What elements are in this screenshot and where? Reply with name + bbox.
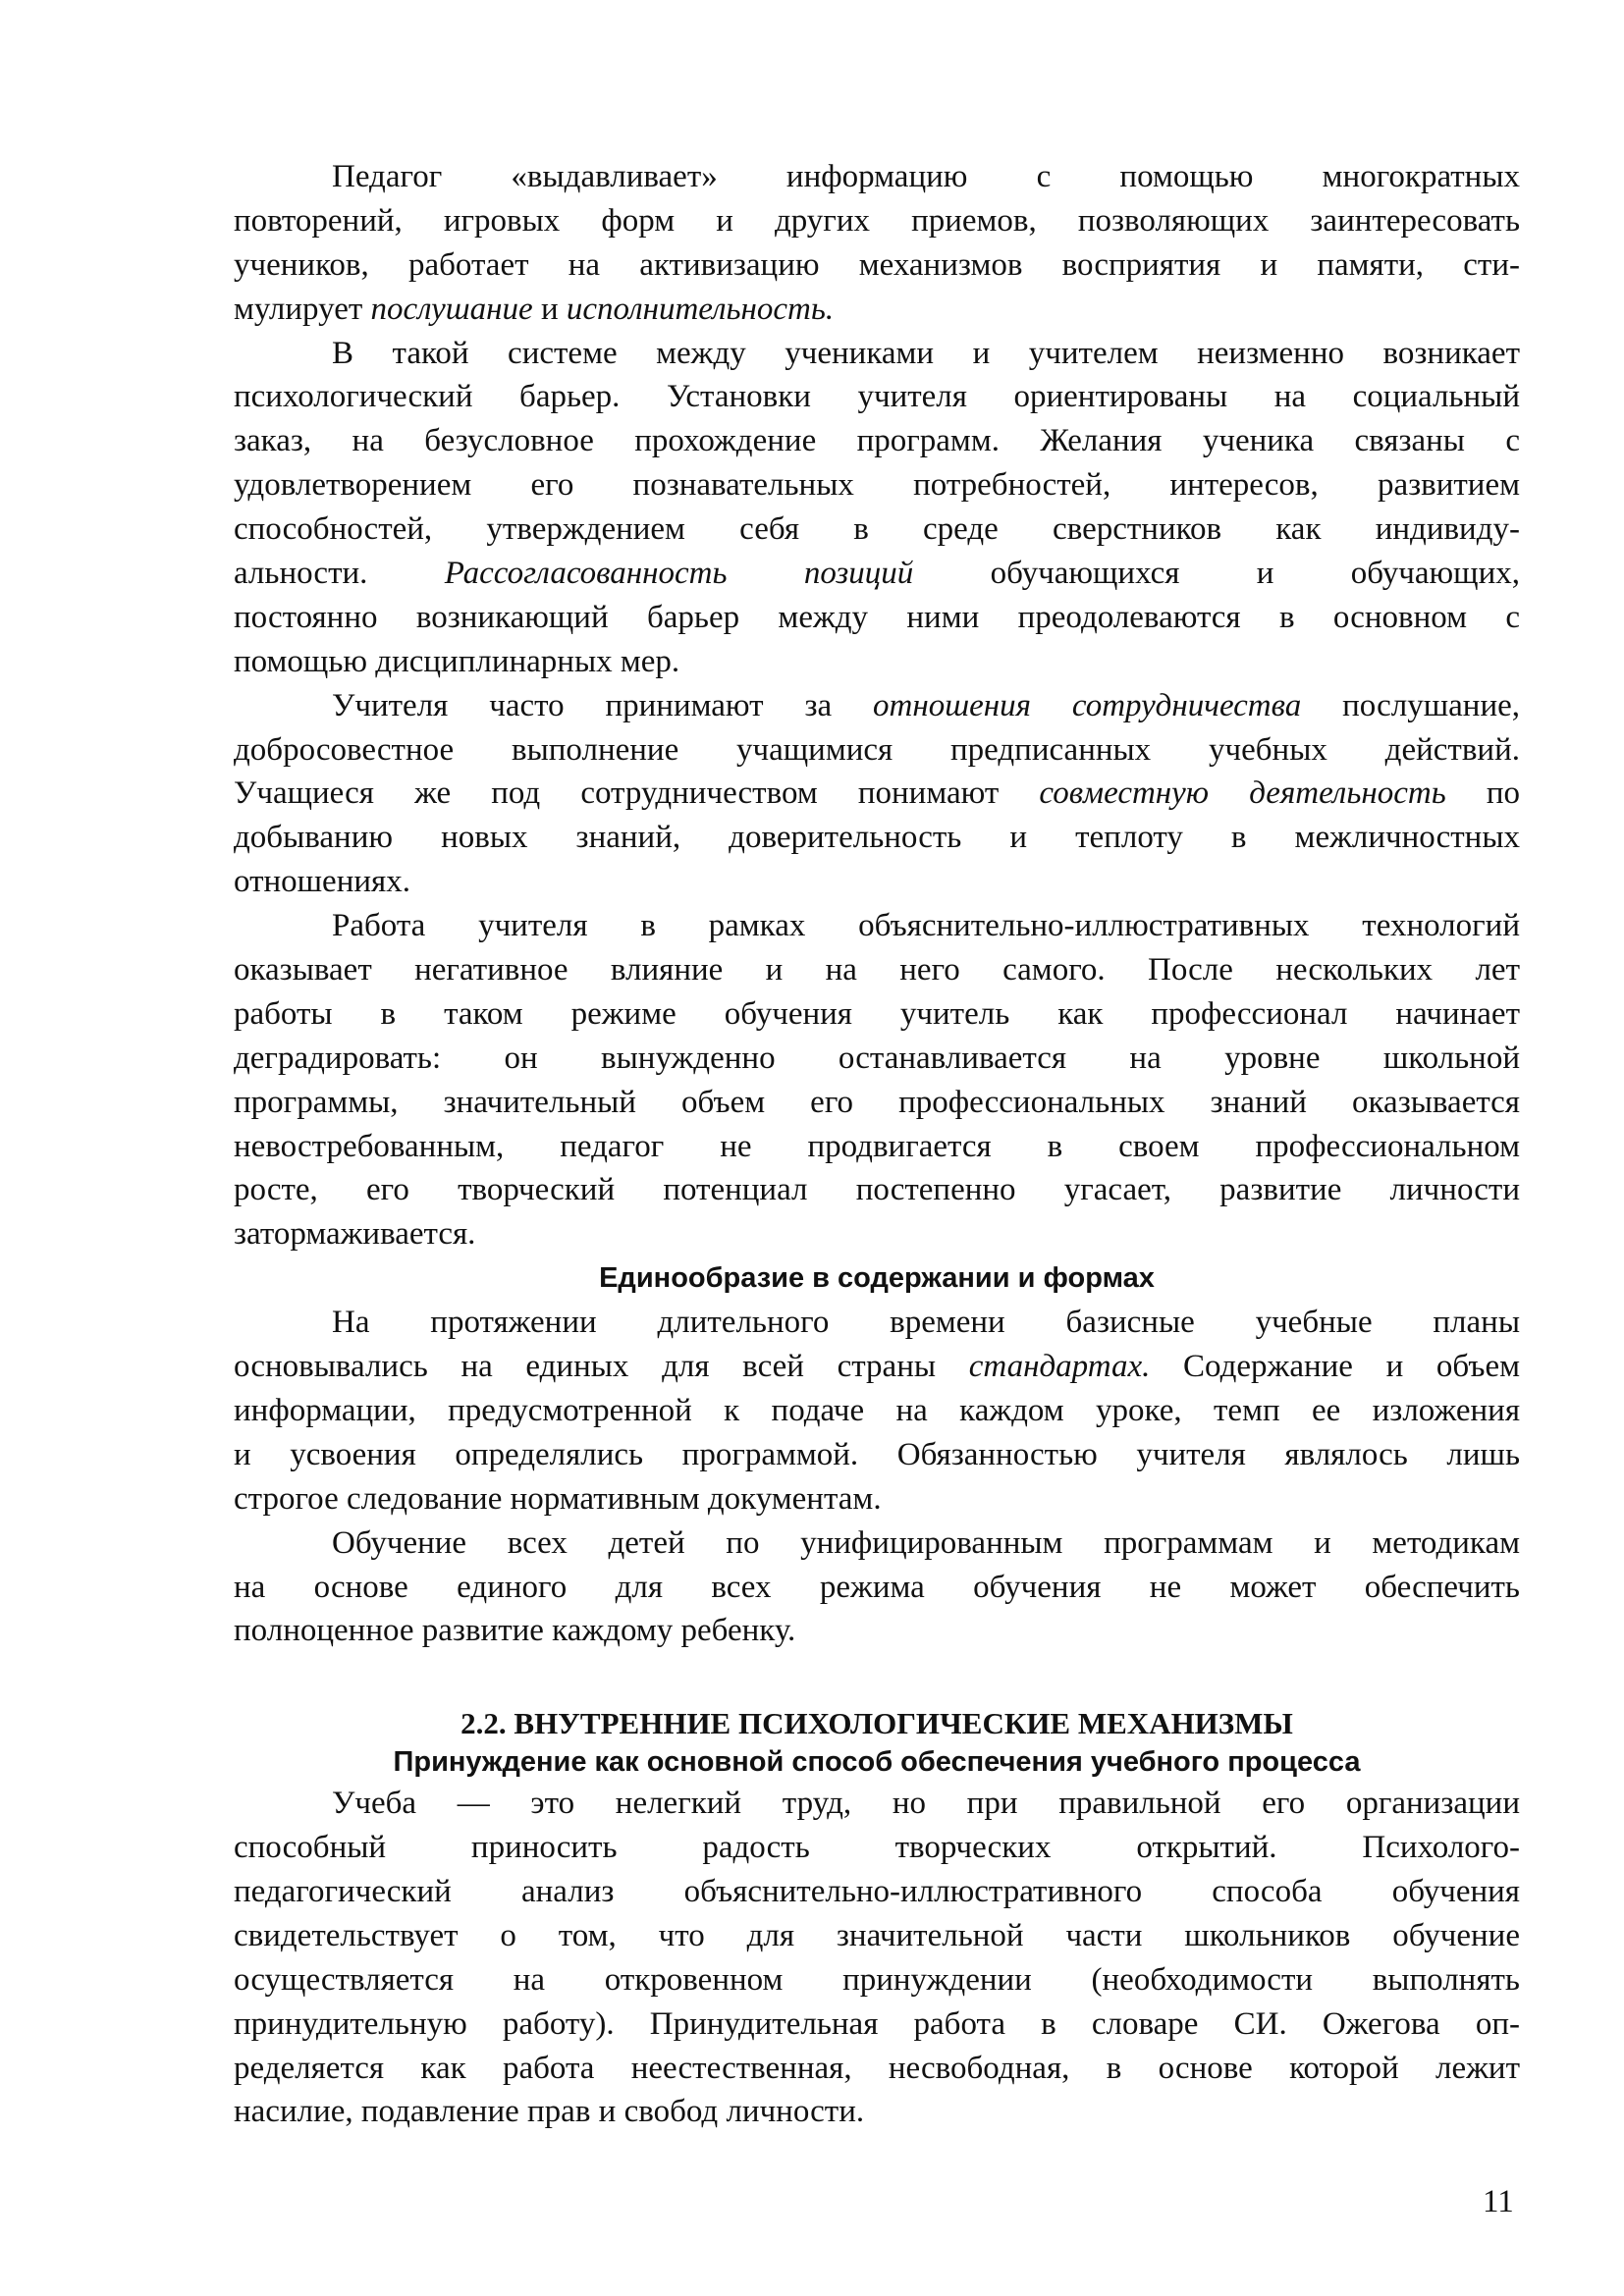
text-line: психологический барьер. Установки учителя ориентированы на социальный [234, 379, 1520, 415]
text-line: затормаживается. [234, 1216, 476, 1253]
text-line: полноценное развитие каждому ребенку. [234, 1613, 796, 1649]
text-line: Педагог «выдавливает» информацию с помощью многократных [332, 159, 1520, 194]
emphasis: совместную деятельность [1039, 775, 1446, 812]
text-line: деградировать: он вынужденно останавливается на уровне школьной [234, 1040, 1520, 1076]
text-run: альности. [234, 556, 445, 592]
text-line: строгое следование нормативным документам. [234, 1480, 882, 1517]
blank-line [234, 1653, 1520, 1697]
paragraph [234, 1782, 1520, 2134]
text-line: учеников, работает на активизацию механизмов восприятия и памяти, сти- [234, 246, 1520, 283]
text-line: росте, его творческий потенциал постепенно угасает, развитие личности [234, 1172, 1520, 1208]
paragraph [234, 1301, 1520, 1521]
section-title: 2.2. ВНУТРЕННИЕ ПСИХОЛОГИЧЕСКИЕ МЕХАНИЗМЫ [460, 1706, 1293, 1741]
text-line: заказ, на безусловное прохождение программ. Желания ученика связаны с [234, 423, 1520, 459]
text-line: информации, предусмотренной к подаче на каждом уроке, темп ее изложения [234, 1392, 1520, 1428]
paragraph [234, 904, 1520, 1256]
text-line: педагогический анализ объяснительно-иллюстративного способа обучения [234, 1873, 1520, 1909]
text-line: ределяется как работа неестественная, несвободная, в основе которой лежит [234, 2050, 1520, 2086]
emphasis: отношения сотрудничества [873, 687, 1302, 723]
paragraph [234, 684, 1520, 904]
text-line: помощью дисциплинарных мер. [234, 643, 680, 679]
text-line: осуществляется на откровенном принуждении (необходимости выполнять [234, 1961, 1520, 1998]
paragraph [234, 155, 1520, 332]
text-line: повторений, игровых форм и других приемов, позволяющих заинтересовать [234, 202, 1520, 239]
subheading-uniformity: Единообразие в содержании и формах [599, 1262, 1155, 1295]
text-line [234, 288, 1520, 332]
text-run: Учителя часто принимают за [332, 687, 874, 723]
paragraph [234, 1522, 1520, 1654]
text-line [234, 684, 1520, 728]
text-run: мулирует [234, 291, 371, 327]
text-run: обучающихся и обучающих, [913, 556, 1520, 592]
text-line [234, 1345, 1520, 1389]
text-line: Обучение всех детей по унифицированным программам и методикам [332, 1524, 1520, 1561]
text-line: на основе единого для всех режима обучения не может обеспечить [234, 1569, 1520, 1605]
text-line: оказывает негативное влияние и на него самого. После нескольких лет [234, 952, 1520, 988]
text-line: и усвоения определялись программой. Обязанностью учителя являлось лишь [234, 1436, 1520, 1472]
text-run: и [532, 291, 567, 327]
text-line: насилие, подавление прав и свобод личности. [234, 2094, 865, 2130]
text-line: удовлетворением его познавательных потребностей, интересов, развитием [234, 467, 1520, 504]
text-line: отношениях. [234, 864, 410, 900]
text-line [234, 772, 1520, 816]
text-line: способностей, утверждением себя в среде сверстников как индивиду- [234, 511, 1520, 548]
text-run: основывались на единых для всей страны [234, 1349, 969, 1385]
subheading-coercion: Принуждение как основной способ обеспечения учебного процесса [393, 1746, 1361, 1779]
document-page [234, 155, 1520, 2134]
text-line: принудительную работу). Принудительная работа в словаре СИ. Ожегова оп- [234, 2005, 1520, 2042]
text-line: добыванию новых знаний, доверительность и теплоту в межличностных [234, 820, 1520, 856]
text-line: работы в таком режиме обучения учитель как профессионал начинает [234, 995, 1520, 1032]
text-line: невостребованным, педагог не продвигается в своем профессиональном [234, 1128, 1520, 1164]
emphasis: исполнительность. [566, 291, 835, 327]
emphasis: Рассогласованность позиций [444, 556, 914, 592]
text-run: Содержание и объем [1150, 1349, 1520, 1385]
text-line [234, 552, 1520, 596]
text-line: постоянно возникающий барьер между ними преодолеваются в основном с [234, 599, 1520, 635]
text-line: свидетельствует о том, что для значительной части школьников обучение [234, 1917, 1520, 1953]
text-line: Учеба — это нелегкий труд, но при правильной его организации [332, 1786, 1520, 1822]
emphasis: послушание [370, 291, 533, 327]
text-line: Работа учителя в рамках объяснительно-иллюстративных технологий [332, 908, 1520, 944]
page-number: 11 [1483, 2184, 1514, 2219]
text-run: Учащиеся же под сотрудничеством понимают [234, 775, 1040, 812]
text-line: добросовестное выполнение учащимися предписанных учебных действий. [234, 731, 1520, 768]
text-line: способный приносить радость творческих открытий. Психолого- [234, 1830, 1520, 1866]
text-run: послушание, [1301, 687, 1521, 723]
paragraph [234, 332, 1520, 684]
text-line: программы, значительный объем его профессиональных знаний оказывается [234, 1084, 1520, 1120]
text-line: На протяжении длительного времени базисные учебные планы [332, 1305, 1520, 1341]
text-line: В такой системе между учениками и учителем неизменно возникает [332, 335, 1520, 371]
emphasis: стандартах. [968, 1349, 1151, 1385]
text-run: по [1445, 775, 1520, 812]
